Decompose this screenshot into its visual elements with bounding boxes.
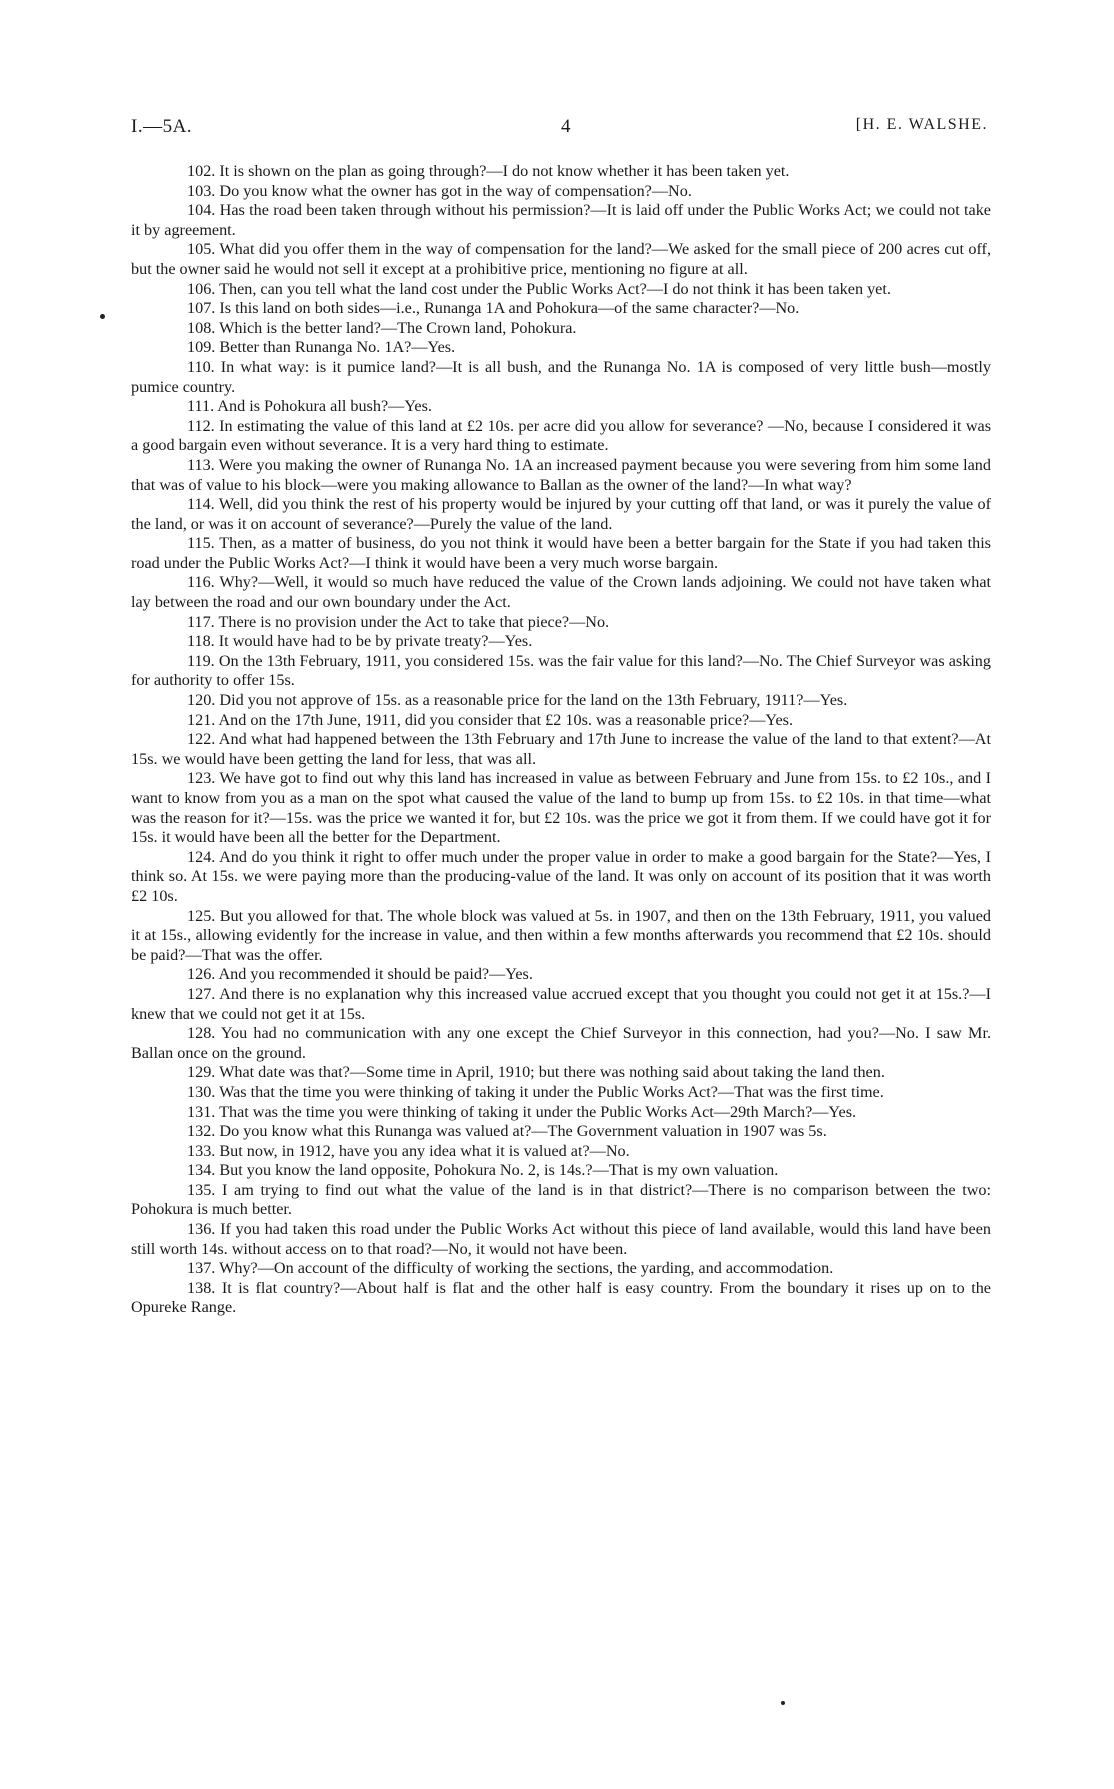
paragraph: 108. Which is the better land?—The Crown land, Pohokura.: [187, 318, 577, 337]
testimony-body: [131, 162, 991, 1318]
paragraph: 106. Then, can you tell what the land cost under the Public Works Act?—I do not think it has been taken yet.: [187, 279, 891, 298]
paragraph: 128. You had no communication with any one except the Chief Surveyor in this connection, had you?—No. I saw Mr. Ballan once on the ground.: [131, 1024, 991, 1062]
paragraph: 112. In estimating the value of this land at £2 10s. per acre did you allow for severance? —No, because I considered it was a good bargain even without severance. It is a very hard thing to estimate.: [131, 416, 991, 455]
paragraph: 119. On the 13th February, 1911, you considered 15s. was the fair value for this land?—No. The Chief Surveyor was asking for authority to offer 15s.: [131, 651, 991, 690]
paragraph: 129. What date was that?—Some time in April, 1910; but there was nothing said about taking the land then.: [187, 1063, 885, 1082]
paper-reference: I.—5A.: [131, 116, 193, 137]
paragraph: 117. There is no provision under the Act to take that piece?—No.: [187, 612, 610, 631]
paragraph: 137. Why?—On account of the difficulty of working the sections, the yarding, and accommodation.: [187, 1259, 834, 1278]
paragraph: 133. But now, in 1912, have you any idea what it is valued at?—No.: [187, 1141, 630, 1160]
paragraph: 114. Well, did you think the rest of his property would be injured by your cutting off that land, or was it purely the value of the land, or was it on account of severance?—Purely the value of the land.: [131, 495, 991, 533]
paragraph: 115. Then, as a matter of business, do you not think it would have been a better bargain for the State if you had taken this road under the Public Works Act?—I think it would have been a very much worse bargain.: [131, 534, 991, 572]
paragraph: 121. And on the 17th June, 1911, did you consider that £2 10s. was a reasonable price?—Yes.: [187, 710, 794, 729]
paragraph: 125. But you allowed for that. The whole block was valued at 5s. in 1907, and then on the 13th February, 1911, you valued it at 15s., allowing evidently for the increase in value, and then within a few months afterwards you recommend that £2 10s. should be paid?—That was the offer.: [131, 906, 991, 964]
paragraph: 110. In what way: is it pumice land?—It is all bush, and the Runanga No. 1A is composed of very little bush—mostly pumice country.: [131, 357, 991, 396]
page-header: [131, 116, 988, 144]
paragraph: 127. And there is no explanation why this increased value accrued except that you thought you could not get it at 15s.?—I knew that we could not get it at 15s.: [131, 984, 991, 1023]
page-number: 4: [561, 116, 571, 137]
paragraph: 120. Did you not approve of 15s. as a reasonable price for the land on the 13th February, 1911?—Yes.: [187, 691, 848, 710]
paragraph: 118. It would have had to be by private treaty?—Yes.: [187, 632, 533, 651]
paragraph: 123. We have got to find out why this land has increased in value as between February and June from 15s. to £2 10s., and I want to know from you as a man on the spot what caused the value of the land to bump up from 15s. to £2 10s. in that time—what was the reason for it?—15s. was the price we wanted it for, but £2 10s. was the price we got it from them. If we could have got it for 15s. it would have been all the better for the Department.: [131, 769, 991, 847]
paragraph: 104. Has the road been taken through without his permission?—It is laid off under the Public Works Act; we could not take it by agreement.: [131, 201, 991, 239]
paragraph: 116. Why?—Well, it would so much have reduced the value of the Crown lands adjoining. We could not have taken what lay between the road and our own boundary under the Act.: [131, 573, 991, 612]
paragraph: 124. And do you think it right to offer much under the proper value in order to make a good bargain for the State?—Yes, I think so. At 15s. we were paying more than the producing-value of the land. It was only on account of its position that it was worth £2 10s.: [131, 847, 991, 905]
paragraph: 111. And is Pohokura all bush?—Yes.: [187, 397, 432, 416]
paragraph: 132. Do you know what this Runanga was valued at?—The Government valuation in 1907 was 5s.: [187, 1122, 827, 1141]
paragraph: 105. What did you offer them in the way of compensation for the land?—We asked for the small piece of 200 acres cut off, but the owner said he would not sell it except at a prohibitive price, mentioning no figure at all.: [131, 240, 991, 278]
margin-dot: [100, 314, 105, 319]
paragraph: 138. It is flat country?—About half is flat and the other half is easy country. From the boundary it rises up on to the Opureke Range.: [131, 1278, 991, 1317]
paragraph: 136. If you had taken this road under the Public Works Act without this piece of land available, would this land have been still worth 14s. without access on to that road?—No, it would not have been.: [131, 1220, 991, 1258]
witness-name: [H. E. WALSHE.: [855, 116, 988, 133]
stray-dot: [781, 1701, 785, 1705]
paragraph: 113. Were you making the owner of Runanga No. 1A an increased payment because you were severing from him some land that was of value to his block—were you making allowance to Ballan as the owner of the land?—In what way?: [131, 455, 991, 494]
paragraph: 103. Do you know what the owner has got in the way of compensation?—No.: [187, 181, 692, 200]
paragraph: 135. I am trying to find out what the value of the land is in that district?—There is no comparison between the two: Pohokura is much better.: [131, 1180, 991, 1219]
paragraph: 126. And you recommended it should be paid?—Yes.: [187, 965, 533, 984]
paragraph: 109. Better than Runanga No. 1A?—Yes.: [187, 338, 456, 357]
paragraph: 130. Was that the time you were thinking of taking it under the Public Works Act?—That was the first time.: [187, 1082, 884, 1101]
paragraph: 122. And what had happened between the 13th February and 17th June to increase the value of the land to that extent?—At 15s. we would have been getting the land for less, that was all.: [131, 730, 991, 768]
paragraph: 134. But you know the land opposite, Pohokura No. 2, is 14s.?—That is my own valuation.: [187, 1161, 779, 1180]
paragraph: 102. It is shown on the plan as going through?—I do not know whether it has been taken yet.: [187, 162, 790, 180]
paragraph: 131. That was the time you were thinking of taking it under the Public Works Act—29th March?—Yes.: [187, 1102, 857, 1121]
paragraph: 107. Is this land on both sides—i.e., Runanga 1A and Pohokura—of the same character?—No.: [187, 299, 800, 318]
